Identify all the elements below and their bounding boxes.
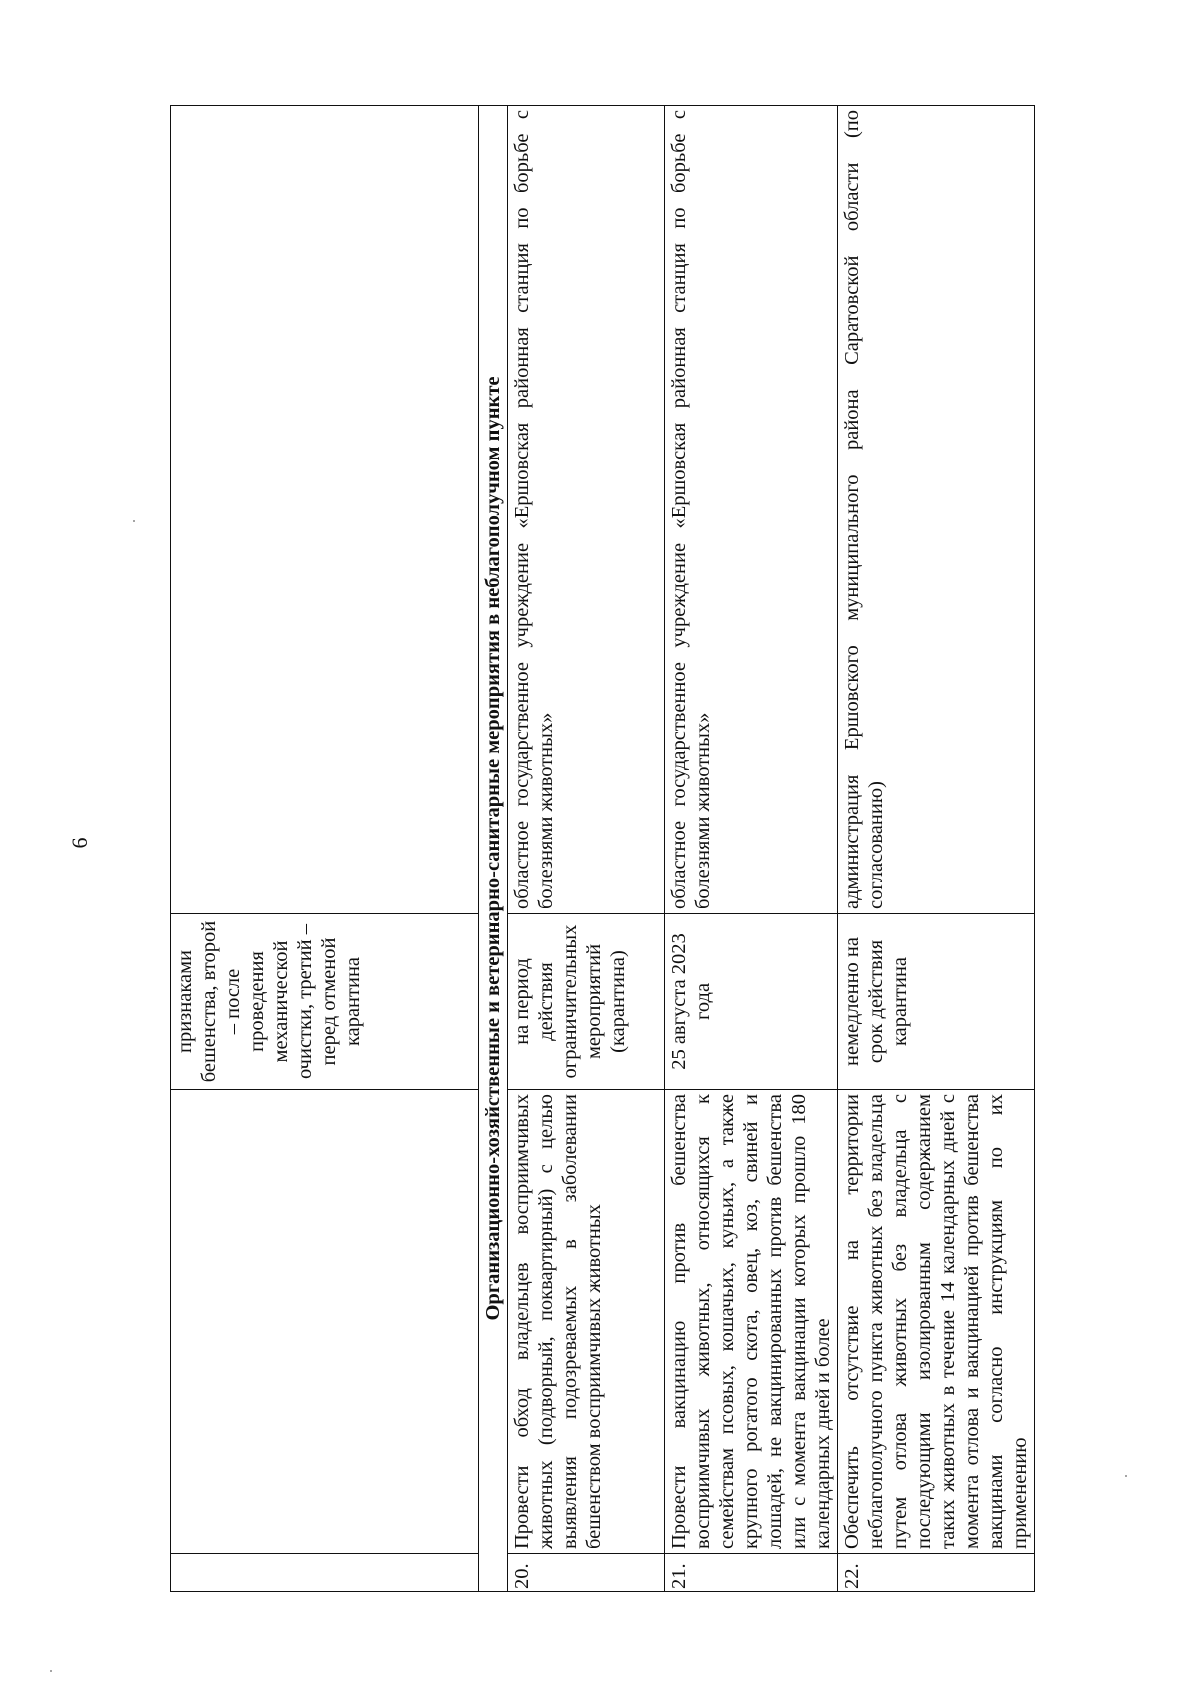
table-row bbox=[508, 106, 665, 1592]
cell-num: 20. bbox=[508, 1554, 665, 1592]
rotated-table-container bbox=[170, 106, 1060, 1592]
cell-term: 25 августа 2023 года bbox=[665, 914, 838, 1090]
section-title: Организационно-хозяйственные и ветеринарно-санитарные мероприятия в неблагополучном пункте bbox=[479, 106, 508, 1592]
scan-speck bbox=[133, 520, 135, 522]
cell-responsible bbox=[171, 106, 479, 914]
table-row-continuation bbox=[171, 106, 479, 1592]
cell-num: 21. bbox=[665, 1554, 838, 1592]
page-number: 6 bbox=[67, 837, 92, 849]
cell-responsible: областное государственное учреждение «Ершовская районная станция по борьбе с болезнями животных» bbox=[508, 106, 665, 914]
table-row bbox=[665, 106, 838, 1592]
cell-num: 22. bbox=[838, 1554, 1035, 1592]
cell-task: Обеспечить отсутствие на территории неблагополучного пункта животных без владельца путем отлова животных без владельца с последующими изолированным содержанием таких животных в течение 14 календарных дней с момента отлова и вакцинацией против бешенства вакцинами согласно инструкциям по их применению bbox=[838, 1090, 1035, 1554]
cell-task bbox=[171, 1090, 479, 1554]
cell-task: Провести вакцинацию против бешенства восприимчивых животных, относящихся к семействам псовых, кошачьих, куньих, а также крупного рогатого скота, овец, коз, свиней и лошадей, не вакцинированных против бешенства или с момента вакцинации которых прошло 180 календарных дней и более bbox=[665, 1090, 838, 1554]
cell-responsible: администрация Ершовского муниципального района Саратовской области (по согласованию) bbox=[838, 106, 1035, 914]
scan-speck bbox=[1125, 1475, 1127, 1477]
measures-table bbox=[170, 105, 1035, 1592]
cell-num bbox=[171, 1554, 479, 1592]
cell-term: признаками бешенства, второй – после проведения механической очистки, третий – перед отменой карантина bbox=[171, 914, 479, 1090]
table-row bbox=[838, 106, 1035, 1592]
cell-term: на период действия ограничительных мероприятий (карантина) bbox=[508, 914, 665, 1090]
section-heading-row bbox=[479, 106, 508, 1592]
cell-term: немедленно на срок действия карантина bbox=[838, 914, 1035, 1090]
cell-responsible: областное государственное учреждение «Ершовская районная станция по борьбе с болезнями животных» bbox=[665, 106, 838, 914]
scan-speck bbox=[50, 1670, 52, 1672]
cell-task: Провести обход владельцев восприимчивых животных (подворный, поквартирный) с целью выявления подозреваемых в заболевании бешенством восприимчивых животных bbox=[508, 1090, 665, 1554]
